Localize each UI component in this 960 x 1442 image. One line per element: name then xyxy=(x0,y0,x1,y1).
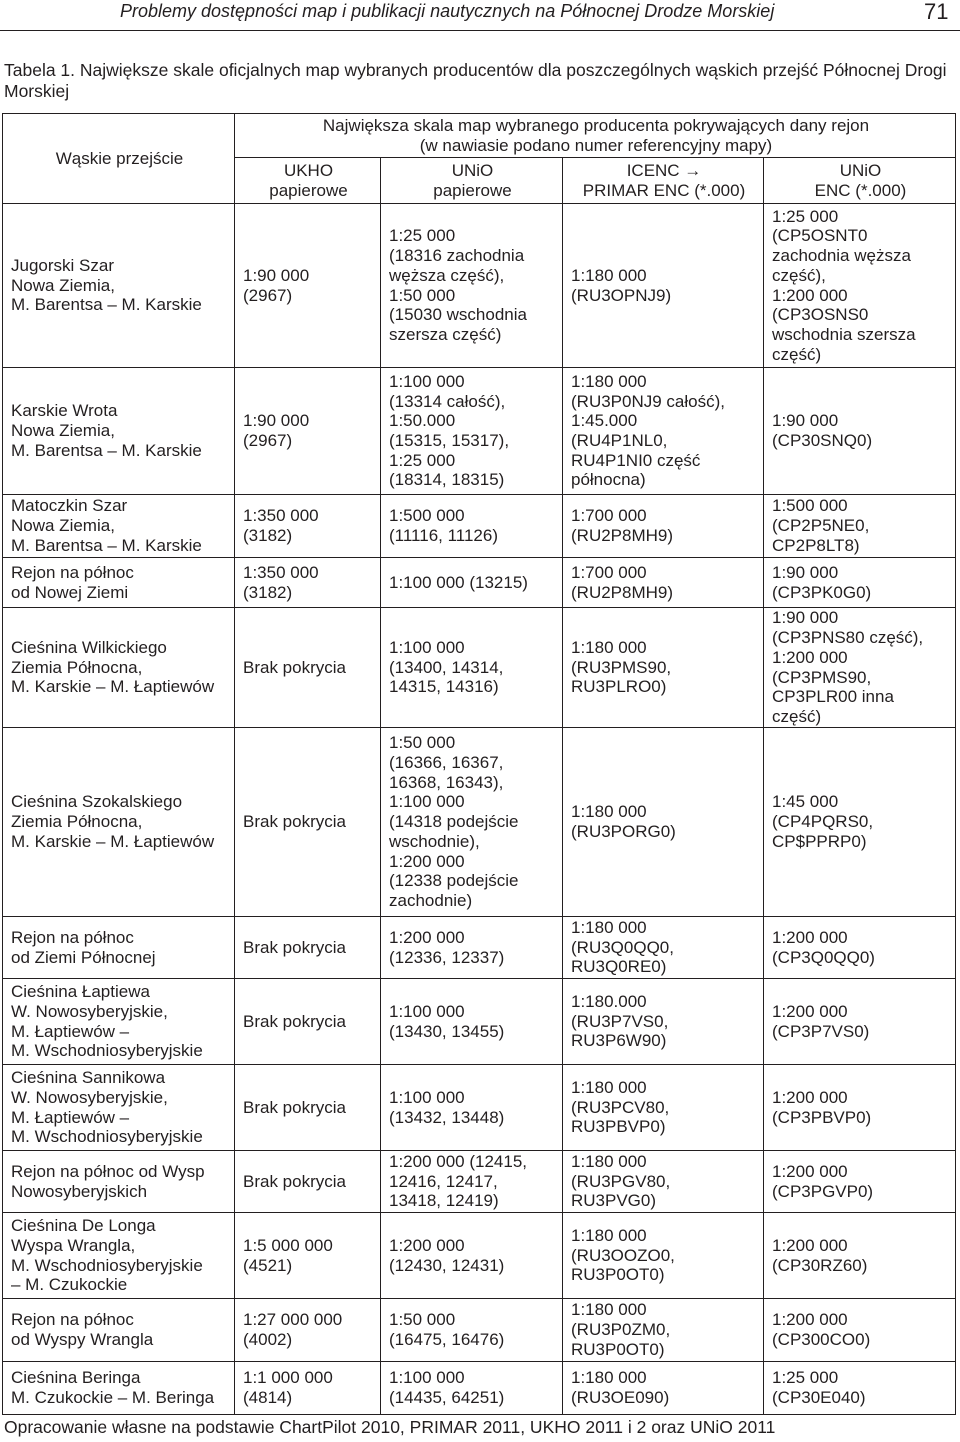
ukho-cell: Brak pokrycia xyxy=(235,1151,381,1213)
unio-enc-cell: 1:500 000 (CP2P5NE0, CP2P8LT8) xyxy=(764,495,956,558)
primar-cell: 1:180 000 (RU3PCV80, RU3PBVP0) xyxy=(563,1065,764,1151)
unio-paper-cell: 1:200 000 (12415, 12416, 12417, 13418, 12419) xyxy=(381,1151,563,1213)
primar-cell: 1:180 000 (RU3P0NJ9 całość), 1:45.000 (RU4P1NL0, RU4P1NI0 część północna) xyxy=(563,368,764,495)
table-row xyxy=(3,1065,956,1151)
unio-paper-cell: 1:25 000 (18316 zachodnia węższa część), 1:50 000 (15030 wschodnia szersza część) xyxy=(381,204,563,368)
passage-cell: Rejon na północ od Nowej Ziemi xyxy=(3,558,235,608)
primar-cell: 1:180 000 (RU3Q0QQ0, RU3Q0RE0) xyxy=(563,917,764,979)
unio-enc-cell: 1:200 000 (CP3PGVP0) xyxy=(764,1151,956,1213)
table-row xyxy=(3,1213,956,1299)
unio-paper-cell: 1:200 000 (12430, 12431) xyxy=(381,1213,563,1299)
primar-cell: 1:180 000 (RU3PGV80, RU3PVG0) xyxy=(563,1151,764,1213)
unio-enc-cell: 1:200 000 (CP3P7VS0) xyxy=(764,979,956,1065)
table-row xyxy=(3,979,956,1065)
primar-cell: 1:180 000 (RU3PMS90, RU3PLRO0) xyxy=(563,608,764,728)
table-row xyxy=(3,558,956,608)
primar-cell: 1:180 000 (RU3P0ZM0, RU3P0OT0) xyxy=(563,1299,764,1362)
passage-cell: Rejon na północ od Wyspy Wrangla xyxy=(3,1299,235,1362)
unio-paper-cell: 1:50 000 (16366, 16367, 16368, 16343), 1:100 000 (14318 podejście wschodnie), 1:200 000 (12338 podejście zachodnie) xyxy=(381,728,563,917)
unio-paper-cell: 1:100 000 (13430, 13455) xyxy=(381,979,563,1065)
passage-cell: Rejon na północ od Wysp Nowosyberyjskich xyxy=(3,1151,235,1213)
ukho-cell: 1:5 000 000 (4521) xyxy=(235,1213,381,1299)
primar-cell: 1:700 000 (RU2P8MH9) xyxy=(563,495,764,558)
ukho-cell: Brak pokrycia xyxy=(235,1065,381,1151)
unio-enc-cell: 1:25 000 (CP5OSNT0 zachodnia węższa część), 1:200 000 (CP3OSNS0 wschodnia szersza część) xyxy=(764,204,956,368)
unio-enc-cell: 1:200 000 (CP300CO0) xyxy=(764,1299,956,1362)
passage-cell: Karskie Wrota Nowa Ziemia, M. Barentsa – M. Karskie xyxy=(3,368,235,495)
scales-table xyxy=(2,113,956,1415)
table-row xyxy=(3,1151,956,1213)
unio-paper-cell: 1:100 000 (13314 całość), 1:50.000 (15315, 15317), 1:25 000 (18314, 18315) xyxy=(381,368,563,495)
table-row xyxy=(3,728,956,917)
unio-paper-cell: 1:100 000 (13432, 13448) xyxy=(381,1065,563,1151)
primar-cell: 1:180 000 (RU3OPNJ9) xyxy=(563,204,764,368)
passage-cell: Cieśnina Sannikowa W. Nowosyberyjskie, M. Łaptiewów – M. Wschodniosyberyjskie xyxy=(3,1065,235,1151)
header-unio-paper: UNiO papierowe xyxy=(381,158,563,204)
ukho-cell: 1:27 000 000 (4002) xyxy=(235,1299,381,1362)
header-primar: ICENC → PRIMAR ENC (*.000) xyxy=(563,158,764,204)
unio-paper-cell: 1:100 000 (14435, 64251) xyxy=(381,1362,563,1415)
unio-enc-cell: 1:200 000 (CP3PBVP0) xyxy=(764,1065,956,1151)
unio-paper-cell: 1:500 000 (11116, 11126) xyxy=(381,495,563,558)
table-row xyxy=(3,917,956,979)
primar-cell: 1:180 000 (RU3OOZO0, RU3P0OT0) xyxy=(563,1213,764,1299)
unio-paper-cell: 1:200 000 (12336, 12337) xyxy=(381,917,563,979)
table-row xyxy=(3,495,956,558)
unio-enc-cell: 1:200 000 (CP3Q0QQ0) xyxy=(764,917,956,979)
table-row xyxy=(3,1299,956,1362)
ukho-cell: 1:90 000 (2967) xyxy=(235,204,381,368)
ukho-cell: Brak pokrycia xyxy=(235,979,381,1065)
ukho-cell: Brak pokrycia xyxy=(235,917,381,979)
passage-cell: Cieśnina Wilkickiego Ziemia Północna, M. Karskie – M. Łaptiewów xyxy=(3,608,235,728)
unio-enc-cell: 1:45 000 (CP4PQRS0, CP$PPRP0) xyxy=(764,728,956,917)
header-ukho: UKHO papierowe xyxy=(235,158,381,204)
ukho-cell: 1:350 000 (3182) xyxy=(235,558,381,608)
header-passage: Wąskie przejście xyxy=(3,114,235,204)
ukho-cell: Brak pokrycia xyxy=(235,728,381,917)
primar-cell: 1:180 000 (RU3PORG0) xyxy=(563,728,764,917)
passage-cell: Rejon na północ od Ziemi Północnej xyxy=(3,917,235,979)
primar-cell: 1:180 000 (RU3OE090) xyxy=(563,1362,764,1415)
passage-cell: Matoczkin Szar Nowa Ziemia, M. Barentsa – M. Karskie xyxy=(3,495,235,558)
unio-enc-cell: 1:90 000 (CP3PK0G0) xyxy=(764,558,956,608)
table-row xyxy=(3,1362,956,1415)
unio-paper-cell: 1:50 000 (16475, 16476) xyxy=(381,1299,563,1362)
footnote: Opracowanie własne na podstawie ChartPilot 2010, PRIMAR 2011, UKHO 2011 i 2 oraz UNiO 2011 xyxy=(4,1417,776,1437)
ukho-cell: 1:1 000 000 (4814) xyxy=(235,1362,381,1415)
unio-enc-cell: 1:90 000 (CP30SNQ0) xyxy=(764,368,956,495)
table-caption: Tabela 1. Największe skale oficjalnych map wybranych producentów dla poszczególnych wąskich przejść Północnej Drogi Morskiej xyxy=(4,60,947,101)
unio-enc-cell: 1:90 000 (CP3PNS80 część), 1:200 000 (CP3PMS90, CP3PLR00 inna część) xyxy=(764,608,956,728)
passage-cell: Cieśnina Beringa M. Czukockie – M. Beringa xyxy=(3,1362,235,1415)
header-unio-enc: UNiO ENC (*.000) xyxy=(764,158,956,204)
passage-cell: Cieśnina De Longa Wyspa Wrangla, M. Wschodniosyberyjskie – M. Czukockie xyxy=(3,1213,235,1299)
page-number: 71 xyxy=(924,0,949,24)
table-row xyxy=(3,608,956,728)
passage-cell: Cieśnina Szokalskiego Ziemia Północna, M. Karskie – M. Łaptiewów xyxy=(3,728,235,917)
header-rule xyxy=(0,30,960,31)
unio-paper-cell: 1:100 000 (13215) xyxy=(381,558,563,608)
ukho-cell: Brak pokrycia xyxy=(235,608,381,728)
primar-cell: 1:700 000 (RU2P8MH9) xyxy=(563,558,764,608)
table-row xyxy=(3,204,956,368)
running-title: Problemy dostępności map i publikacji nautycznych na Północnej Drodze Morskiej xyxy=(120,1,775,21)
unio-enc-cell: 1:200 000 (CP30RZ60) xyxy=(764,1213,956,1299)
ukho-cell: 1:90 000 (2967) xyxy=(235,368,381,495)
header-group: Największa skala map wybranego producenta pokrywających dany rejon (w nawiasie podano numer referencyjny mapy) xyxy=(235,114,956,158)
passage-cell: Cieśnina Łaptiewa W. Nowosyberyjskie, M. Łaptiewów – M. Wschodniosyberyjskie xyxy=(3,979,235,1065)
ukho-cell: 1:350 000 (3182) xyxy=(235,495,381,558)
unio-paper-cell: 1:100 000 (13400, 14314, 14315, 14316) xyxy=(381,608,563,728)
passage-cell: Jugorski Szar Nowa Ziemia, M. Barentsa – M. Karskie xyxy=(3,204,235,368)
table-row xyxy=(3,368,956,495)
running-header xyxy=(0,0,960,34)
unio-enc-cell: 1:25 000 (CP30E040) xyxy=(764,1362,956,1415)
primar-cell: 1:180.000 (RU3P7VS0, RU3P6W90) xyxy=(563,979,764,1065)
